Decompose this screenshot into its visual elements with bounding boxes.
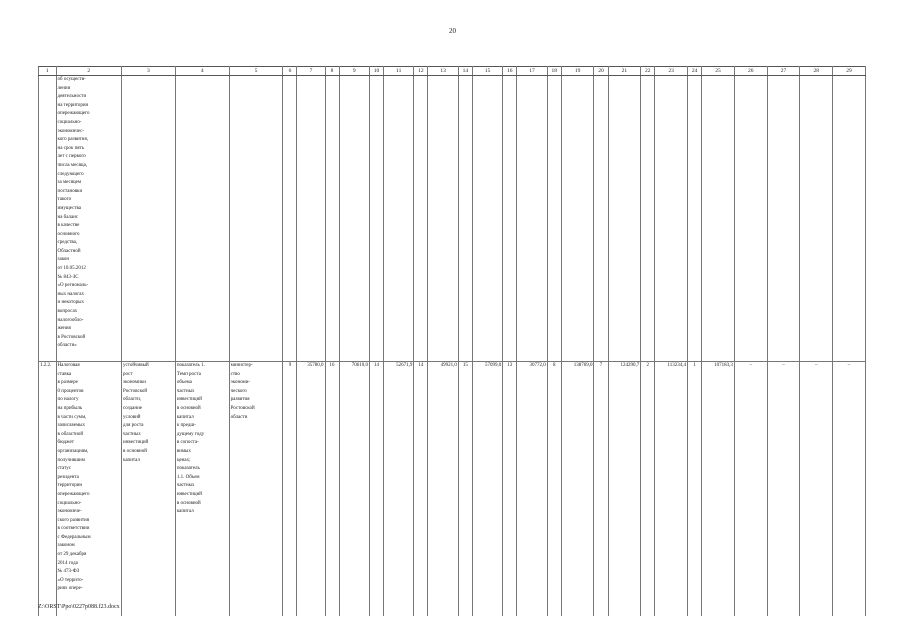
table-cell bbox=[297, 76, 325, 362]
table-cell bbox=[472, 76, 502, 362]
column-header: 12 bbox=[414, 67, 428, 76]
column-header: 15 bbox=[472, 67, 502, 76]
table-cell bbox=[800, 76, 833, 362]
column-header: 2 bbox=[56, 67, 122, 76]
table-cell bbox=[122, 76, 176, 362]
table-row-1-2-2 bbox=[39, 362, 866, 617]
table-cell: – bbox=[767, 362, 800, 617]
table-cell bbox=[229, 76, 283, 362]
table-cell bbox=[833, 76, 866, 362]
table-cell bbox=[561, 76, 594, 362]
table-cell bbox=[383, 76, 413, 362]
file-path: Z:\ORST\Ppo\0227p088.f23.docx bbox=[38, 604, 120, 610]
column-header: 29 bbox=[833, 67, 866, 76]
column-header: 5 bbox=[229, 67, 283, 76]
column-header: 21 bbox=[608, 67, 641, 76]
table-cell: 57099,0 bbox=[472, 362, 502, 617]
column-header: 19 bbox=[561, 67, 594, 76]
item-number: 1.2.2. bbox=[39, 362, 57, 617]
table-cell: 113234,4 bbox=[655, 362, 688, 617]
measure-description-cont: об осуществ- лении деятельности на территории опережающего социально- экономичес- кого развития, на срок пять лет с первого числа месяца, следующего за месяцем постановки такого имущества на баланс в качестве основного средства, Областной закон от 10.05.2012 № 843-ЗС «О региональ- ных налогах и некоторых вопросах налогообло- жения в Ростовской области» bbox=[56, 76, 122, 362]
table-cell bbox=[414, 76, 428, 362]
table-cell bbox=[734, 76, 767, 362]
column-header: 14 bbox=[458, 67, 472, 76]
table-cell: 49921,0 bbox=[428, 362, 458, 617]
table-cell bbox=[369, 76, 383, 362]
column-header: 17 bbox=[517, 67, 547, 76]
table-cell bbox=[428, 76, 458, 362]
table-cell: 14 bbox=[414, 362, 428, 617]
table-cell bbox=[39, 76, 57, 362]
table-cell: 138769,0 bbox=[561, 362, 594, 617]
table-cell bbox=[503, 76, 517, 362]
table-row-continued bbox=[39, 76, 866, 362]
table-cell: 107183,3 bbox=[702, 362, 735, 617]
column-header: 28 bbox=[800, 67, 833, 76]
table-cell: 52671,9 bbox=[383, 362, 413, 617]
table-cell bbox=[339, 76, 369, 362]
column-header: 23 bbox=[655, 67, 688, 76]
column-header: 16 bbox=[503, 67, 517, 76]
table-cell: – bbox=[833, 362, 866, 617]
measure-goal: устойчивый рост экономики Ростовской области, создание условий для роста частных инвестиций в основной капитал bbox=[122, 362, 176, 617]
column-header: 13 bbox=[428, 67, 458, 76]
page-number: 20 bbox=[449, 27, 456, 35]
table-cell bbox=[688, 76, 702, 362]
column-header: 18 bbox=[547, 67, 561, 76]
table-cell bbox=[175, 76, 229, 362]
table-cell bbox=[325, 76, 339, 362]
table-cell: 15 bbox=[458, 362, 472, 617]
table-cell: 124290,7 bbox=[608, 362, 641, 617]
table-cell bbox=[767, 76, 800, 362]
column-header: 10 bbox=[369, 67, 383, 76]
table-cell: 1 bbox=[688, 362, 702, 617]
table-cell bbox=[458, 76, 472, 362]
responsible-body: министер- ство экономи- ческого развития Ростовской области bbox=[229, 362, 283, 617]
column-header: 4 bbox=[175, 67, 229, 76]
column-header: 7 bbox=[297, 67, 325, 76]
column-header: 20 bbox=[594, 67, 608, 76]
column-header: 11 bbox=[383, 67, 413, 76]
measure-indicator: показатель 1. Темп роста объема частных инвестиций в основной капитал к предш- дущему году в сопоста- вимых ценах; показатель 1.1. Объем частных инвестиций в основной капитал bbox=[175, 362, 229, 617]
table-cell: – bbox=[734, 362, 767, 617]
table-cell: 14 bbox=[369, 362, 383, 617]
table-cell: 30772,0 bbox=[517, 362, 547, 617]
table-cell bbox=[547, 76, 561, 362]
table-cell: 16 bbox=[325, 362, 339, 617]
column-header: 22 bbox=[641, 67, 655, 76]
table-cell bbox=[283, 76, 297, 362]
table-cell bbox=[517, 76, 547, 362]
column-header: 1 bbox=[39, 67, 57, 76]
header-row bbox=[39, 67, 866, 76]
table-cell bbox=[702, 76, 735, 362]
data-table bbox=[38, 66, 866, 616]
column-header: 24 bbox=[688, 67, 702, 76]
column-header: 3 bbox=[122, 67, 176, 76]
column-header: 8 bbox=[325, 67, 339, 76]
table-cell: 8 bbox=[547, 362, 561, 617]
column-header: 25 bbox=[702, 67, 735, 76]
table-cell: 70610,0 bbox=[339, 362, 369, 617]
table-cell bbox=[655, 76, 688, 362]
measure-description: Налоговая ставка в размере 0 процентов по налогу на прибыль в части сумм, зачисляемых в областной бюджет организациям, получившим статус резидента территории опережающего социально- экономиче- ского развития в соответствии с Федеральным законом от 29 декабря 2014 года № 473-ФЗ «О террито- риях опере- bbox=[56, 362, 122, 617]
table-cell: – bbox=[800, 362, 833, 617]
table-cell: 13 bbox=[503, 362, 517, 617]
column-header: 6 bbox=[283, 67, 297, 76]
table-cell: 9 bbox=[283, 362, 297, 617]
table-cell bbox=[641, 76, 655, 362]
table-cell: 2 bbox=[641, 362, 655, 617]
table-cell: 35780,0 bbox=[297, 362, 325, 617]
table-cell bbox=[594, 76, 608, 362]
column-header: 26 bbox=[734, 67, 767, 76]
table-cell bbox=[608, 76, 641, 362]
column-header: 9 bbox=[339, 67, 369, 76]
column-header: 27 bbox=[767, 67, 800, 76]
table-cell: 7 bbox=[594, 362, 608, 617]
